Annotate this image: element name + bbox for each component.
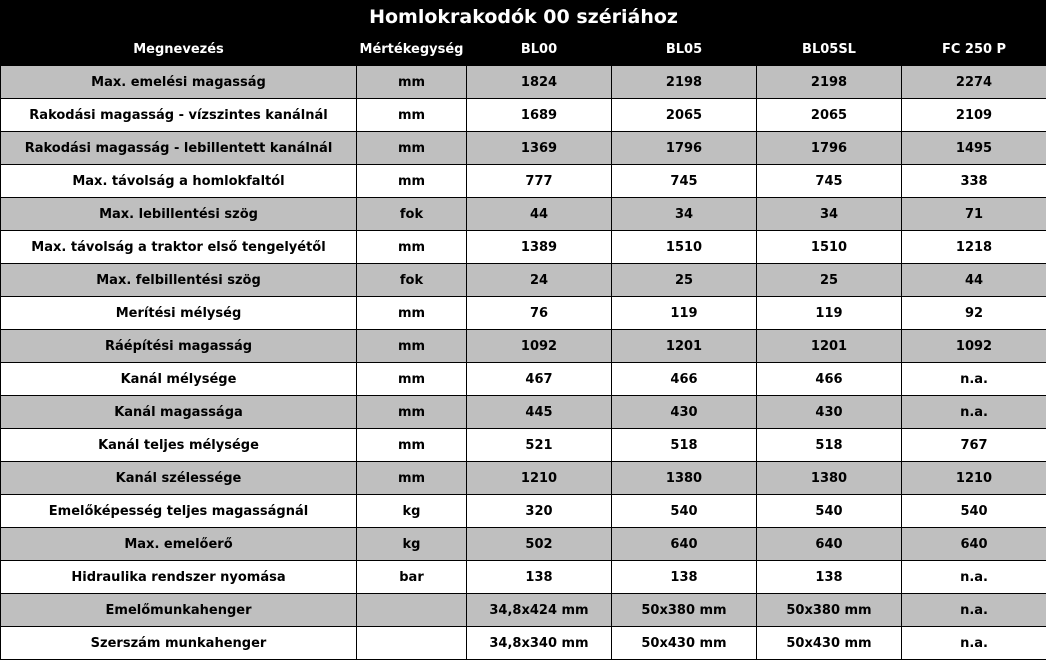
- fc250p-cell: 540: [902, 495, 1046, 528]
- table-row: [1, 429, 1046, 462]
- table-row: [1, 198, 1046, 231]
- fc250p-cell: n.a.: [902, 627, 1046, 660]
- unit-cell: mm: [357, 429, 467, 462]
- bl00-cell: 1369: [467, 132, 612, 165]
- table-row: [1, 66, 1046, 99]
- table-row: [1, 330, 1046, 363]
- table-row: [1, 297, 1046, 330]
- bl05-cell: 518: [612, 429, 757, 462]
- bl05-cell: 1380: [612, 462, 757, 495]
- bl00-cell: 1824: [467, 66, 612, 99]
- table-row: [1, 495, 1046, 528]
- table-row: [1, 396, 1046, 429]
- table-row: [1, 132, 1046, 165]
- fc250p-cell: 71: [902, 198, 1046, 231]
- unit-cell: [357, 594, 467, 627]
- row-label: Rakodási magasság - vízszintes kanálnál: [1, 99, 357, 132]
- column-header-bl05sl: BL05SL: [757, 33, 902, 66]
- column-header-fc250p: FC 250 P: [902, 33, 1046, 66]
- bl05sl-cell: 50x430 mm: [757, 627, 902, 660]
- unit-cell: mm: [357, 66, 467, 99]
- bl05-cell: 466: [612, 363, 757, 396]
- row-label: Max. felbillentési szög: [1, 264, 357, 297]
- fc250p-cell: n.a.: [902, 561, 1046, 594]
- row-label: Ráépítési magasság: [1, 330, 357, 363]
- fc250p-cell: 338: [902, 165, 1046, 198]
- fc250p-cell: n.a.: [902, 363, 1046, 396]
- unit-cell: bar: [357, 561, 467, 594]
- bl05sl-cell: 1796: [757, 132, 902, 165]
- column-header-bl05: BL05: [612, 33, 757, 66]
- bl00-cell: 502: [467, 528, 612, 561]
- bl05-cell: 119: [612, 297, 757, 330]
- row-label: Hidraulika rendszer nyomása: [1, 561, 357, 594]
- table-row: [1, 594, 1046, 627]
- bl05sl-cell: 466: [757, 363, 902, 396]
- bl05sl-cell: 138: [757, 561, 902, 594]
- table-body: [1, 66, 1046, 660]
- row-label: Max. emelőerő: [1, 528, 357, 561]
- bl05-cell: 25: [612, 264, 757, 297]
- table-row: [1, 99, 1046, 132]
- row-label: Kanál magassága: [1, 396, 357, 429]
- fc250p-cell: 2109: [902, 99, 1046, 132]
- unit-cell: mm: [357, 330, 467, 363]
- table-title: Homlokrakodók 00 szériához: [1, 1, 1046, 33]
- unit-cell: kg: [357, 495, 467, 528]
- bl05sl-cell: 2065: [757, 99, 902, 132]
- bl05-cell: 138: [612, 561, 757, 594]
- bl05-cell: 2065: [612, 99, 757, 132]
- fc250p-cell: n.a.: [902, 594, 1046, 627]
- unit-cell: fok: [357, 264, 467, 297]
- table-row: [1, 165, 1046, 198]
- bl05sl-cell: 34: [757, 198, 902, 231]
- bl05-cell: 1201: [612, 330, 757, 363]
- bl05-cell: 1796: [612, 132, 757, 165]
- fc250p-cell: n.a.: [902, 396, 1046, 429]
- column-header-unit: Mértékegység: [357, 33, 467, 66]
- row-label: Max. lebillentési szög: [1, 198, 357, 231]
- bl05sl-cell: 1380: [757, 462, 902, 495]
- bl00-cell: 34,8x340 mm: [467, 627, 612, 660]
- bl05-cell: 540: [612, 495, 757, 528]
- bl05-cell: 430: [612, 396, 757, 429]
- bl05sl-cell: 745: [757, 165, 902, 198]
- fc250p-cell: 1495: [902, 132, 1046, 165]
- row-label: Max. távolság a traktor első tengelyétől: [1, 231, 357, 264]
- unit-cell: mm: [357, 363, 467, 396]
- column-header-bl00: BL00: [467, 33, 612, 66]
- bl05sl-cell: 430: [757, 396, 902, 429]
- bl05-cell: 34: [612, 198, 757, 231]
- bl05sl-cell: 119: [757, 297, 902, 330]
- column-header-name: Megnevezés: [1, 33, 357, 66]
- bl05-cell: 50x380 mm: [612, 594, 757, 627]
- unit-cell: mm: [357, 396, 467, 429]
- bl05-cell: 745: [612, 165, 757, 198]
- table-row: [1, 462, 1046, 495]
- bl00-cell: 1210: [467, 462, 612, 495]
- fc250p-cell: 767: [902, 429, 1046, 462]
- fc250p-cell: 1210: [902, 462, 1046, 495]
- table-row: [1, 264, 1046, 297]
- unit-cell: mm: [357, 165, 467, 198]
- unit-cell: kg: [357, 528, 467, 561]
- row-label: Max. távolság a homlokfaltól: [1, 165, 357, 198]
- bl05sl-cell: 640: [757, 528, 902, 561]
- fc250p-cell: 640: [902, 528, 1046, 561]
- fc250p-cell: 2274: [902, 66, 1046, 99]
- title-row: [1, 1, 1046, 33]
- row-label: Kanál teljes mélysége: [1, 429, 357, 462]
- bl05-cell: 640: [612, 528, 757, 561]
- bl00-cell: 24: [467, 264, 612, 297]
- bl05-cell: 1510: [612, 231, 757, 264]
- table-row: [1, 627, 1046, 660]
- bl05sl-cell: 1201: [757, 330, 902, 363]
- bl05-cell: 50x430 mm: [612, 627, 757, 660]
- bl00-cell: 138: [467, 561, 612, 594]
- table-row: [1, 528, 1046, 561]
- row-label: Emelőképesség teljes magasságnál: [1, 495, 357, 528]
- bl00-cell: 445: [467, 396, 612, 429]
- bl00-cell: 521: [467, 429, 612, 462]
- bl00-cell: 320: [467, 495, 612, 528]
- unit-cell: mm: [357, 297, 467, 330]
- bl00-cell: 44: [467, 198, 612, 231]
- bl00-cell: 34,8x424 mm: [467, 594, 612, 627]
- bl05sl-cell: 518: [757, 429, 902, 462]
- bl05sl-cell: 2198: [757, 66, 902, 99]
- row-label: Emelőmunkahenger: [1, 594, 357, 627]
- bl00-cell: 1389: [467, 231, 612, 264]
- row-label: Merítési mélység: [1, 297, 357, 330]
- bl05sl-cell: 1510: [757, 231, 902, 264]
- row-label: Rakodási magasság - lebillentett kanálnál: [1, 132, 357, 165]
- unit-cell: fok: [357, 198, 467, 231]
- row-label: Max. emelési magasság: [1, 66, 357, 99]
- unit-cell: mm: [357, 99, 467, 132]
- fc250p-cell: 92: [902, 297, 1046, 330]
- fc250p-cell: 44: [902, 264, 1046, 297]
- bl00-cell: 467: [467, 363, 612, 396]
- bl00-cell: 1092: [467, 330, 612, 363]
- bl00-cell: 76: [467, 297, 612, 330]
- row-label: Szerszám munkahenger: [1, 627, 357, 660]
- row-label: Kanál mélysége: [1, 363, 357, 396]
- bl05sl-cell: 50x380 mm: [757, 594, 902, 627]
- table-row: [1, 231, 1046, 264]
- unit-cell: mm: [357, 462, 467, 495]
- table-row: [1, 363, 1046, 396]
- bl05-cell: 2198: [612, 66, 757, 99]
- header-row: [1, 33, 1046, 66]
- fc250p-cell: 1092: [902, 330, 1046, 363]
- row-label: Kanál szélessége: [1, 462, 357, 495]
- table-row: [1, 561, 1046, 594]
- unit-cell: mm: [357, 132, 467, 165]
- bl00-cell: 777: [467, 165, 612, 198]
- fc250p-cell: 1218: [902, 231, 1046, 264]
- bl00-cell: 1689: [467, 99, 612, 132]
- unit-cell: [357, 627, 467, 660]
- bl05sl-cell: 25: [757, 264, 902, 297]
- bl05sl-cell: 540: [757, 495, 902, 528]
- unit-cell: mm: [357, 231, 467, 264]
